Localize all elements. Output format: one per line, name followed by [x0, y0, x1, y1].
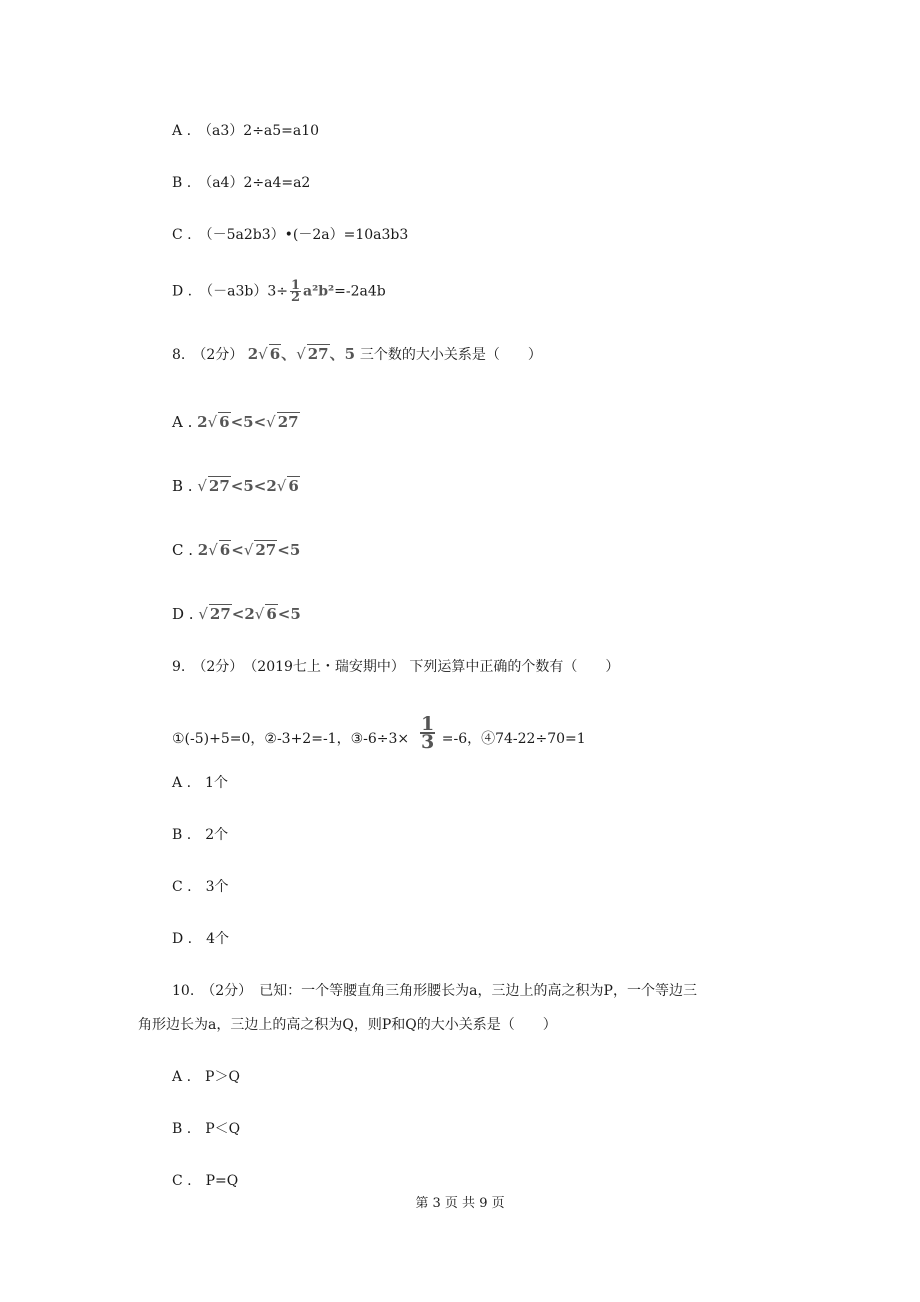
q8-expression: 2√ 6、√ 27、5 — [247, 345, 356, 363]
q8-option-d: D . √ 27<2√ 6<5 — [172, 605, 301, 623]
q7-option-a: A . （a3）2÷a5=a10 — [172, 123, 320, 139]
q7-option-b: B . （a4）2÷a4=a2 — [172, 175, 311, 191]
q10-option-a: A . P＞Q — [172, 1069, 240, 1085]
q9-option-a: A . 1个 — [172, 775, 228, 791]
q10-stem-line1: 10. （2分） 已知：一个等腰直角三角形腰长为a，三边上的高之积为P，一个等边三 — [172, 983, 697, 999]
q10-stem-line2: 角形边长为a，三边上的高之积为Q，则P和Q的大小关系是（ ） — [138, 1017, 557, 1033]
q8-option-c: C . 2√ 6<√ 27<5 — [172, 541, 301, 559]
q10-option-b: B . P＜Q — [172, 1121, 241, 1137]
q7-option-c: C . （－5a2b3）•(－2a）=10a3b3 — [172, 227, 409, 243]
q9-option-b: B . 2个 — [172, 827, 229, 843]
q8-stem: 8. （2分） 2√ 6、√ 27、5 三个数的大小关系是（ ） — [172, 345, 542, 363]
q9-option-d: D . 4个 — [172, 931, 230, 947]
q10-option-c: C . P=Q — [172, 1173, 239, 1189]
page-footer: 第 3 页 共 9 页 — [415, 1196, 505, 1211]
fraction: $\frac{1}{3}$ — [421, 713, 435, 753]
q8-option-b: B . √ 27<5<2√ 6 — [172, 477, 299, 495]
q7-option-d: D . （－a3b）3÷ $\frac{1}{2}$ a²b²=-2a4b — [172, 278, 386, 305]
q9-option-c: C . 3个 — [172, 879, 229, 895]
q9-stem: 9. （2分） （2019七上・瑞安期中） 下列运算中正确的个数有（ ） — [172, 659, 620, 675]
q9-expression: ①(-5)+5=0，②-3+2=-1，③-6÷3× $\frac{1}{3}$ =-6，④74-22÷70=1 — [172, 713, 586, 753]
q8-option-a: A . 2√ 6<5<√ 27 — [172, 413, 299, 431]
fraction: $\frac{1}{2}$ — [291, 278, 301, 305]
